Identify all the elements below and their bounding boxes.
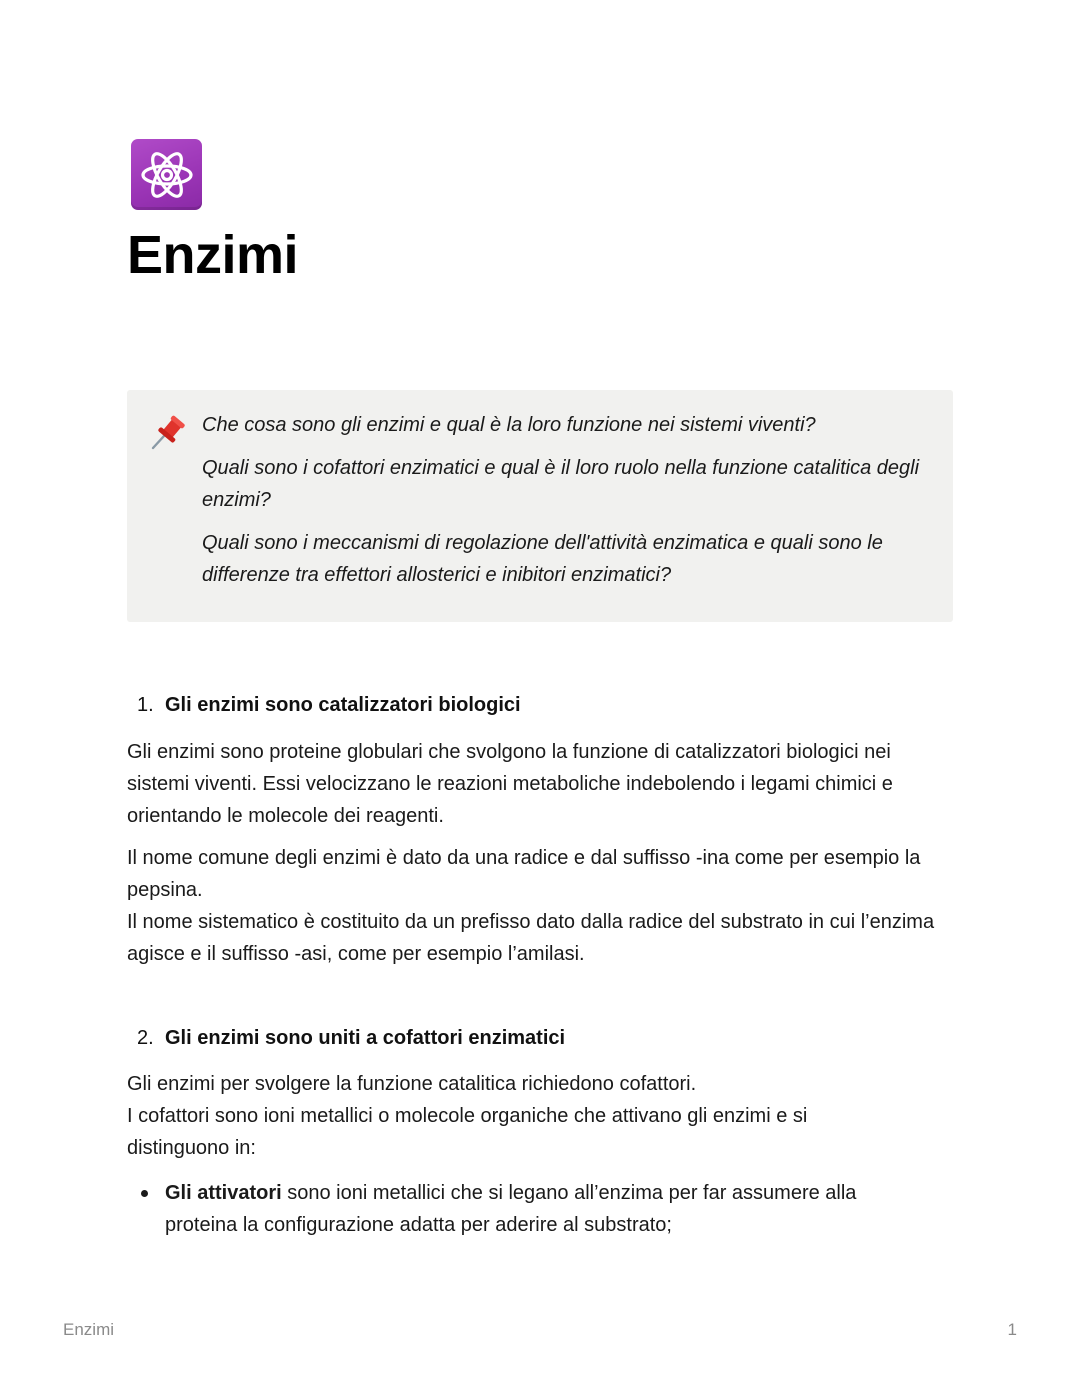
bullet-icon <box>141 1190 148 1197</box>
callout-question: Quali sono i cofattori enzimatici e qual è il loro ruolo nella funzione catalitica degli enzimi? <box>202 457 920 511</box>
paragraph: Gli enzimi per svolgere la funzione catalitica richiedono cofattori. <box>127 1073 697 1095</box>
pushpin-icon <box>149 414 187 452</box>
bullet-list-item <box>127 1177 957 1241</box>
paragraph: Il nome comune degli enzimi è dato da una radice e dal suffisso -ina come per esempio la pepsina. <box>127 847 921 901</box>
section-title: Gli enzimi sono uniti a cofattori enzimatici <box>165 1027 566 1049</box>
paragraph: Gli enzimi sono proteine globulari che svolgono la funzione di catalizzatori biologici nei sistemi viventi. Essi velocizzano le reazioni metaboliche indebolendo i legami chimici e orientando le molecole dei reagenti. <box>127 741 893 827</box>
callout-question: Che cosa sono gli enzimi e qual è la loro funzione nei sistemi viventi? <box>202 414 816 436</box>
section-title: Gli enzimi sono catalizzatori biologici <box>165 694 521 716</box>
section-heading-1 <box>127 694 521 717</box>
section-number: 2. <box>137 1027 154 1049</box>
callout-box <box>127 390 953 622</box>
section-number: 1. <box>137 694 154 716</box>
page-title: Enzimi <box>127 225 299 285</box>
section-heading-2 <box>127 1027 565 1050</box>
paragraph: I cofattori sono ioni metallici o molecole organiche che attivano gli enzimi e si distinguono in: <box>127 1105 808 1159</box>
callout-questions <box>202 409 932 602</box>
bullet-text: sono ioni metallici che si legano all’enzima per far assumere alla proteina la configurazione adatta per aderire al substrato; <box>165 1182 857 1236</box>
footer-page-number: 1 <box>1007 1320 1017 1339</box>
paragraph: Il nome sistematico è costituito da un prefisso dato dalla radice del substrato in cui l’enzima agisce e il suffisso -asi, come per esempio l’amilasi. <box>127 911 935 965</box>
atom-symbol-icon <box>131 139 202 210</box>
bullet-bold-term: Gli attivatori <box>165 1182 282 1204</box>
footer-title: Enzimi <box>63 1320 115 1339</box>
callout-question: Quali sono i meccanismi di regolazione dell'attività enzimatica e quali sono le differenze tra effettori allosterici e inibitori enzimatici? <box>202 532 883 586</box>
